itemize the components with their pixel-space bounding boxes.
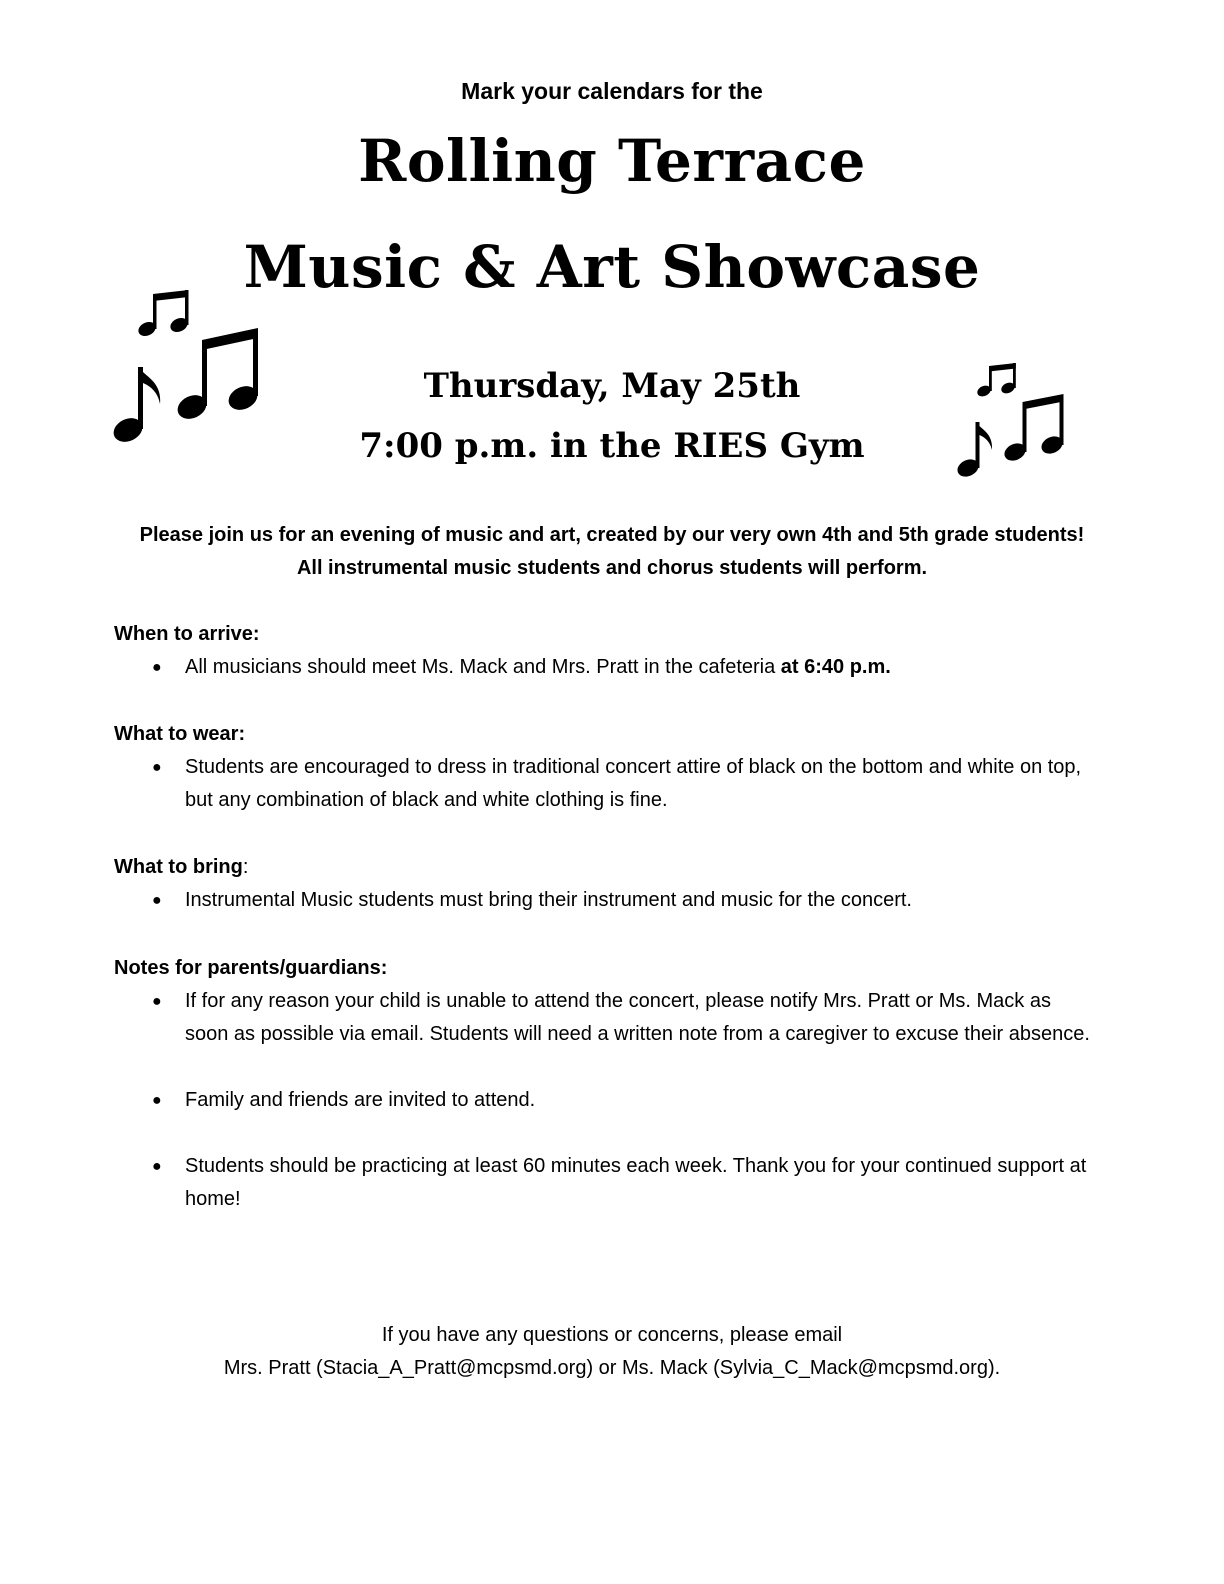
list-item bbox=[114, 1084, 1094, 1117]
bullet-icon: ● bbox=[152, 1158, 162, 1175]
section-heading-text: What to bring bbox=[114, 856, 243, 878]
section-heading: Notes for parents/guardians: bbox=[114, 957, 388, 979]
kicker-text: Mark your calendars for the bbox=[461, 78, 763, 104]
list-item-text: Instrumental Music students must bring their instrument and music for the concert. bbox=[185, 889, 912, 911]
intro-line-1: Please join us for an evening of music and art, created by our very own 4th and 5th grade students! bbox=[139, 524, 1085, 546]
list-item-text: Students should be practicing at least 60 minutes each week. Thank you for your continued support at home! bbox=[185, 1155, 1087, 1210]
list-item bbox=[114, 985, 1094, 1051]
list-item-text: All musicians should meet Ms. Mack and Mrs. Pratt in the cafeteria bbox=[185, 656, 781, 678]
list-item-text: If for any reason your child is unable to attend the concert, please notify Mrs. Pratt or Ms. Mack as soon as possible via email. Students will need a written note from a caregiver to excuse their absence. bbox=[185, 990, 1090, 1045]
page-title-line-1: Rolling Terrace bbox=[358, 127, 866, 195]
section-heading: When to arrive: bbox=[114, 623, 260, 645]
list-item-text: Family and friends are invited to attend. bbox=[185, 1089, 536, 1111]
list-item bbox=[114, 884, 1094, 917]
bullet-list bbox=[114, 884, 1094, 917]
list-item bbox=[114, 751, 1094, 817]
section-heading-colon: : bbox=[242, 856, 249, 878]
bullet-list bbox=[114, 985, 1094, 1216]
list-item bbox=[114, 1150, 1094, 1216]
bullet-icon: ● bbox=[152, 892, 162, 909]
section-heading bbox=[114, 851, 1094, 884]
section-when-to-arrive bbox=[114, 618, 1094, 684]
bullet-icon: ● bbox=[152, 1092, 162, 1109]
contact-line-1: If you have any questions or concerns, please email bbox=[381, 1324, 843, 1346]
bullet-icon: ● bbox=[152, 659, 162, 676]
bullet-list bbox=[114, 651, 1094, 684]
section-what-to-bring bbox=[114, 851, 1094, 917]
intro-line-2: All instrumental music students and chorus students will perform. bbox=[296, 557, 928, 579]
bullet-icon: ● bbox=[152, 759, 162, 776]
section-notes-for-parents bbox=[114, 952, 1094, 1216]
bullet-icon: ● bbox=[152, 993, 162, 1010]
section-what-to-wear bbox=[114, 718, 1094, 817]
list-item bbox=[114, 651, 1094, 684]
section-heading: What to wear: bbox=[114, 723, 246, 745]
page-title-line-2: Music & Art Showcase bbox=[243, 233, 981, 301]
event-date: Thursday, May 25th bbox=[423, 366, 801, 406]
list-item-text: Students are encouraged to dress in traditional concert attire of black on the bottom and white on top, but any combination of black and white clothing is fine. bbox=[185, 756, 1082, 811]
event-time-location: 7:00 p.m. in the RIES Gym bbox=[359, 426, 865, 466]
contact-line-2: Mrs. Pratt (Stacia_A_Pratt@mcpsmd.org) or Ms. Mack (Sylvia_C_Mack@mcpsmd.org). bbox=[223, 1357, 1001, 1379]
arrival-time: at 6:40 p.m. bbox=[780, 656, 891, 678]
bullet-list bbox=[114, 751, 1094, 817]
